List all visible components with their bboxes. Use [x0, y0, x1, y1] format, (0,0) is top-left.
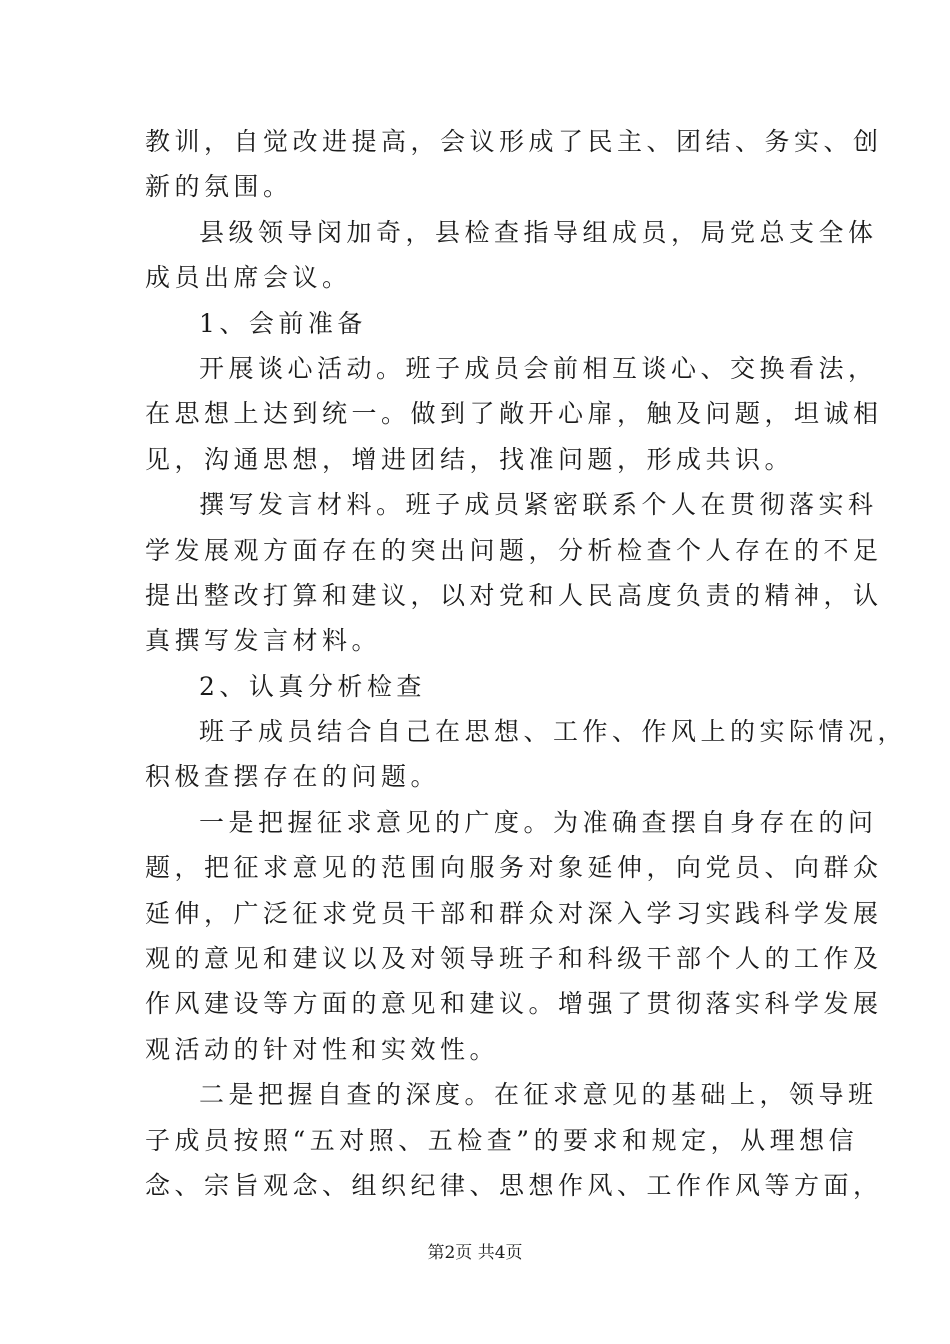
text-line: 一是把握征求意见的广度。为准确查摆自身存在的问: [199, 807, 878, 837]
text-line: 新的氛围。: [145, 172, 293, 202]
page-number-footer: 第2页 共4页: [427, 1243, 523, 1263]
text-line: 真撰写发言材料。: [145, 626, 382, 656]
text-line: 县级领导闵加奇，县检查指导组成员，局党总支全体: [199, 217, 878, 247]
text-line: 提出整改打算和建议，以对党和人民高度负责的精神，认: [145, 580, 883, 610]
text-line: 撰写发言材料。班子成员紧密联系个人在贯彻落实科: [199, 490, 878, 520]
section-heading: 1、会前准备: [199, 308, 367, 338]
text-line: 学发展观方面存在的突出问题，分析检查个人存在的不足: [145, 535, 883, 565]
text-line: 开展谈心活动。班子成员会前相互谈心、交换看法，: [199, 353, 878, 383]
text-line: 班子成员结合自己在思想、工作、作风上的实际情况，: [199, 717, 908, 747]
text-line: 念、宗旨观念、组织纪律、思想作风、工作作风等方面，: [145, 1170, 883, 1200]
document-body: [145, 119, 908, 1208]
text-line: 观的意见和建议以及对领导班子和科级干部个人的工作及: [145, 944, 883, 974]
text-line: 子成员按照“五对照、五检查”的要求和规定，从理想信: [145, 1125, 859, 1155]
text-line: 在思想上达到统一。做到了敞开心扉，触及问题，坦诚相: [145, 399, 883, 429]
text-line: 教训，自觉改进提高，会议形成了民主、团结、务实、创: [145, 127, 883, 156]
text-line: 观活动的针对性和实效性。: [145, 1034, 500, 1064]
text-line: 积极查摆存在的问题。: [145, 762, 441, 792]
text-line: 见，沟通思想，增进团结，找准问题，形成共识。: [145, 444, 795, 474]
section-heading: 2、认真分析检查: [199, 671, 426, 701]
text-line: 二是把握自查的深度。在征求意见的基础上，领导班: [199, 1080, 878, 1110]
text-line: 成员出席会议。: [145, 263, 352, 293]
text-line: 作风建设等方面的意见和建议。增强了贯彻落实科学发展: [145, 989, 883, 1019]
text-line: 延伸，广泛征求党员干部和群众对深入学习实践科学发展: [145, 898, 883, 928]
text-line: 题，把征求意见的范围向服务对象延伸，向党员、向群众: [145, 853, 883, 883]
